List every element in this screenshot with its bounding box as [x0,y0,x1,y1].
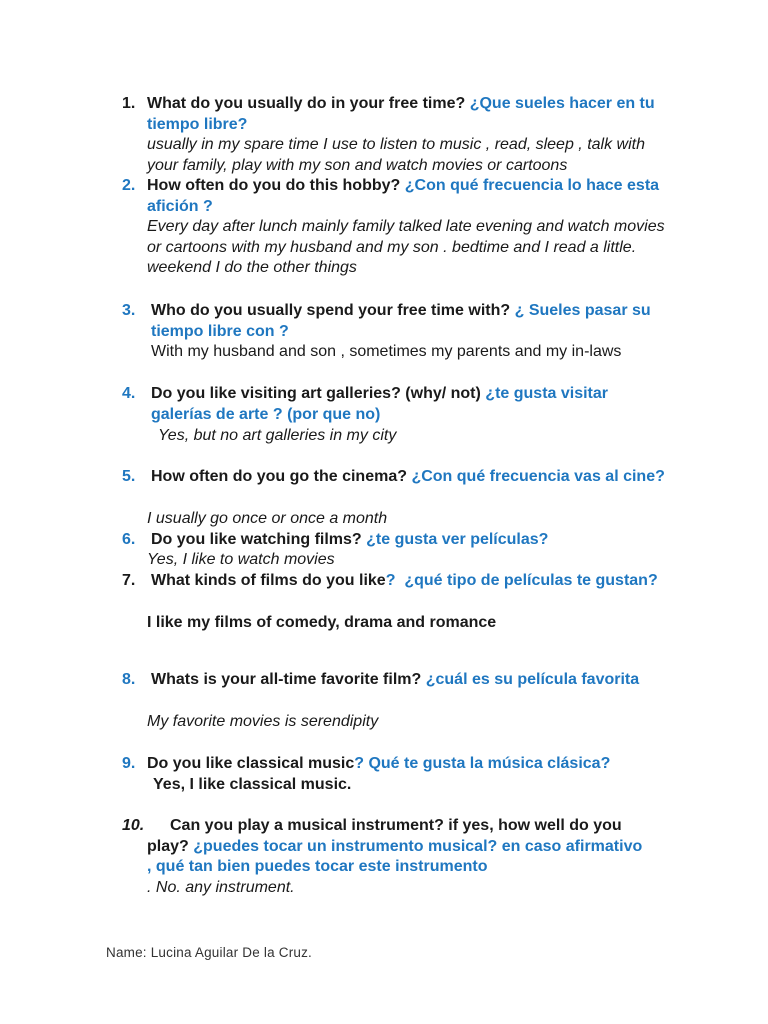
question-spanish: ¿te gusta visitar galerías de arte ? (por que no) [151,385,608,423]
question-spanish: ¿te gusta ver películas? [366,531,549,548]
question-spanish: ¿Que sueles hacer en tu tiempo libre? [147,95,655,133]
question-spanish: Qué te gusta la música clásica? [368,755,611,772]
question-text [151,670,671,691]
question-text [147,754,667,775]
item-number: 10. [122,817,145,834]
answer-text: Yes, I like classical music. [153,776,352,793]
question-spanish: ¿qué tipo de películas te gustan? [404,572,658,589]
answer-text: Every day after lunch mainly family talked late evening and watch movies or cartoons with my husband and my son . bedtime and I read a little. weekend I do the other things [147,218,665,276]
question-text [151,467,671,488]
item-number: 6. [122,531,136,548]
item-number: 9. [122,755,136,772]
question-text [151,571,671,592]
item-number: 1. [122,95,136,112]
item-number: 4. [122,385,136,402]
question-text [151,384,671,425]
question-mark: ? [354,755,364,772]
question-text [151,530,671,551]
question-spanish: ¿Con qué frecuencia vas al cine? [411,468,665,485]
answer-text: With my husband and son , sometimes my parents and my in-laws [151,343,622,360]
question-mark: ? [385,572,396,589]
item-number: 7. [122,572,136,589]
question-spanish: ¿puedes tocar un instrumento musical? en caso afirmativo , qué tan bien puedes tocar este instrumento [147,837,643,875]
question-text [147,94,667,135]
question-english: Do you like classical music [147,755,355,772]
answer-text: . No. any instrument. [147,879,295,896]
item-number: 8. [122,671,136,688]
question-text [147,176,667,217]
question-english: Whats is your all-time favorite film? [151,671,422,688]
answer-text: I like my films of comedy, drama and romance [147,614,497,631]
answer-text: Yes, I like to watch movies [147,551,335,568]
answer-text: My favorite movies is serendipity [147,713,379,730]
question-english: What kinds of films do you like [151,572,386,589]
question-english: Do you like visiting art galleries? (why/ not) [151,385,481,402]
question-spanish: ¿cuál es su película favorita [425,671,640,688]
answer-text: usually in my spare time I use to listen to music , read, sleep , talk with your family, play with my son and watch movies or cartoons [147,136,645,174]
item-number: 5. [122,468,136,485]
question-english: Do you like watching films? [151,531,362,548]
question-text [147,816,647,878]
question-english: How often do you go the cinema? [151,468,407,485]
question-english: Can you play a musical instrument? if yes, how well do you play? [147,817,622,855]
question-spanish: ¿Con qué frecuencia lo hace esta afición ? [147,177,660,215]
question-spanish: ¿ Sueles pasar su tiempo libre con ? [151,302,651,340]
answer-text: Yes, but no art galleries in my city [158,427,397,444]
question-text [151,301,671,342]
question-english: What do you usually do in your free time? [147,95,466,112]
student-name: Name: Lucina Aguilar De la Cruz. [106,945,312,960]
item-number: 2. [122,177,136,194]
answer-text: I usually go once or once a month [147,510,388,527]
question-english: Who do you usually spend your free time with? [151,302,511,319]
question-english: How often do you do this hobby? [147,177,401,194]
item-number: 3. [122,302,136,319]
